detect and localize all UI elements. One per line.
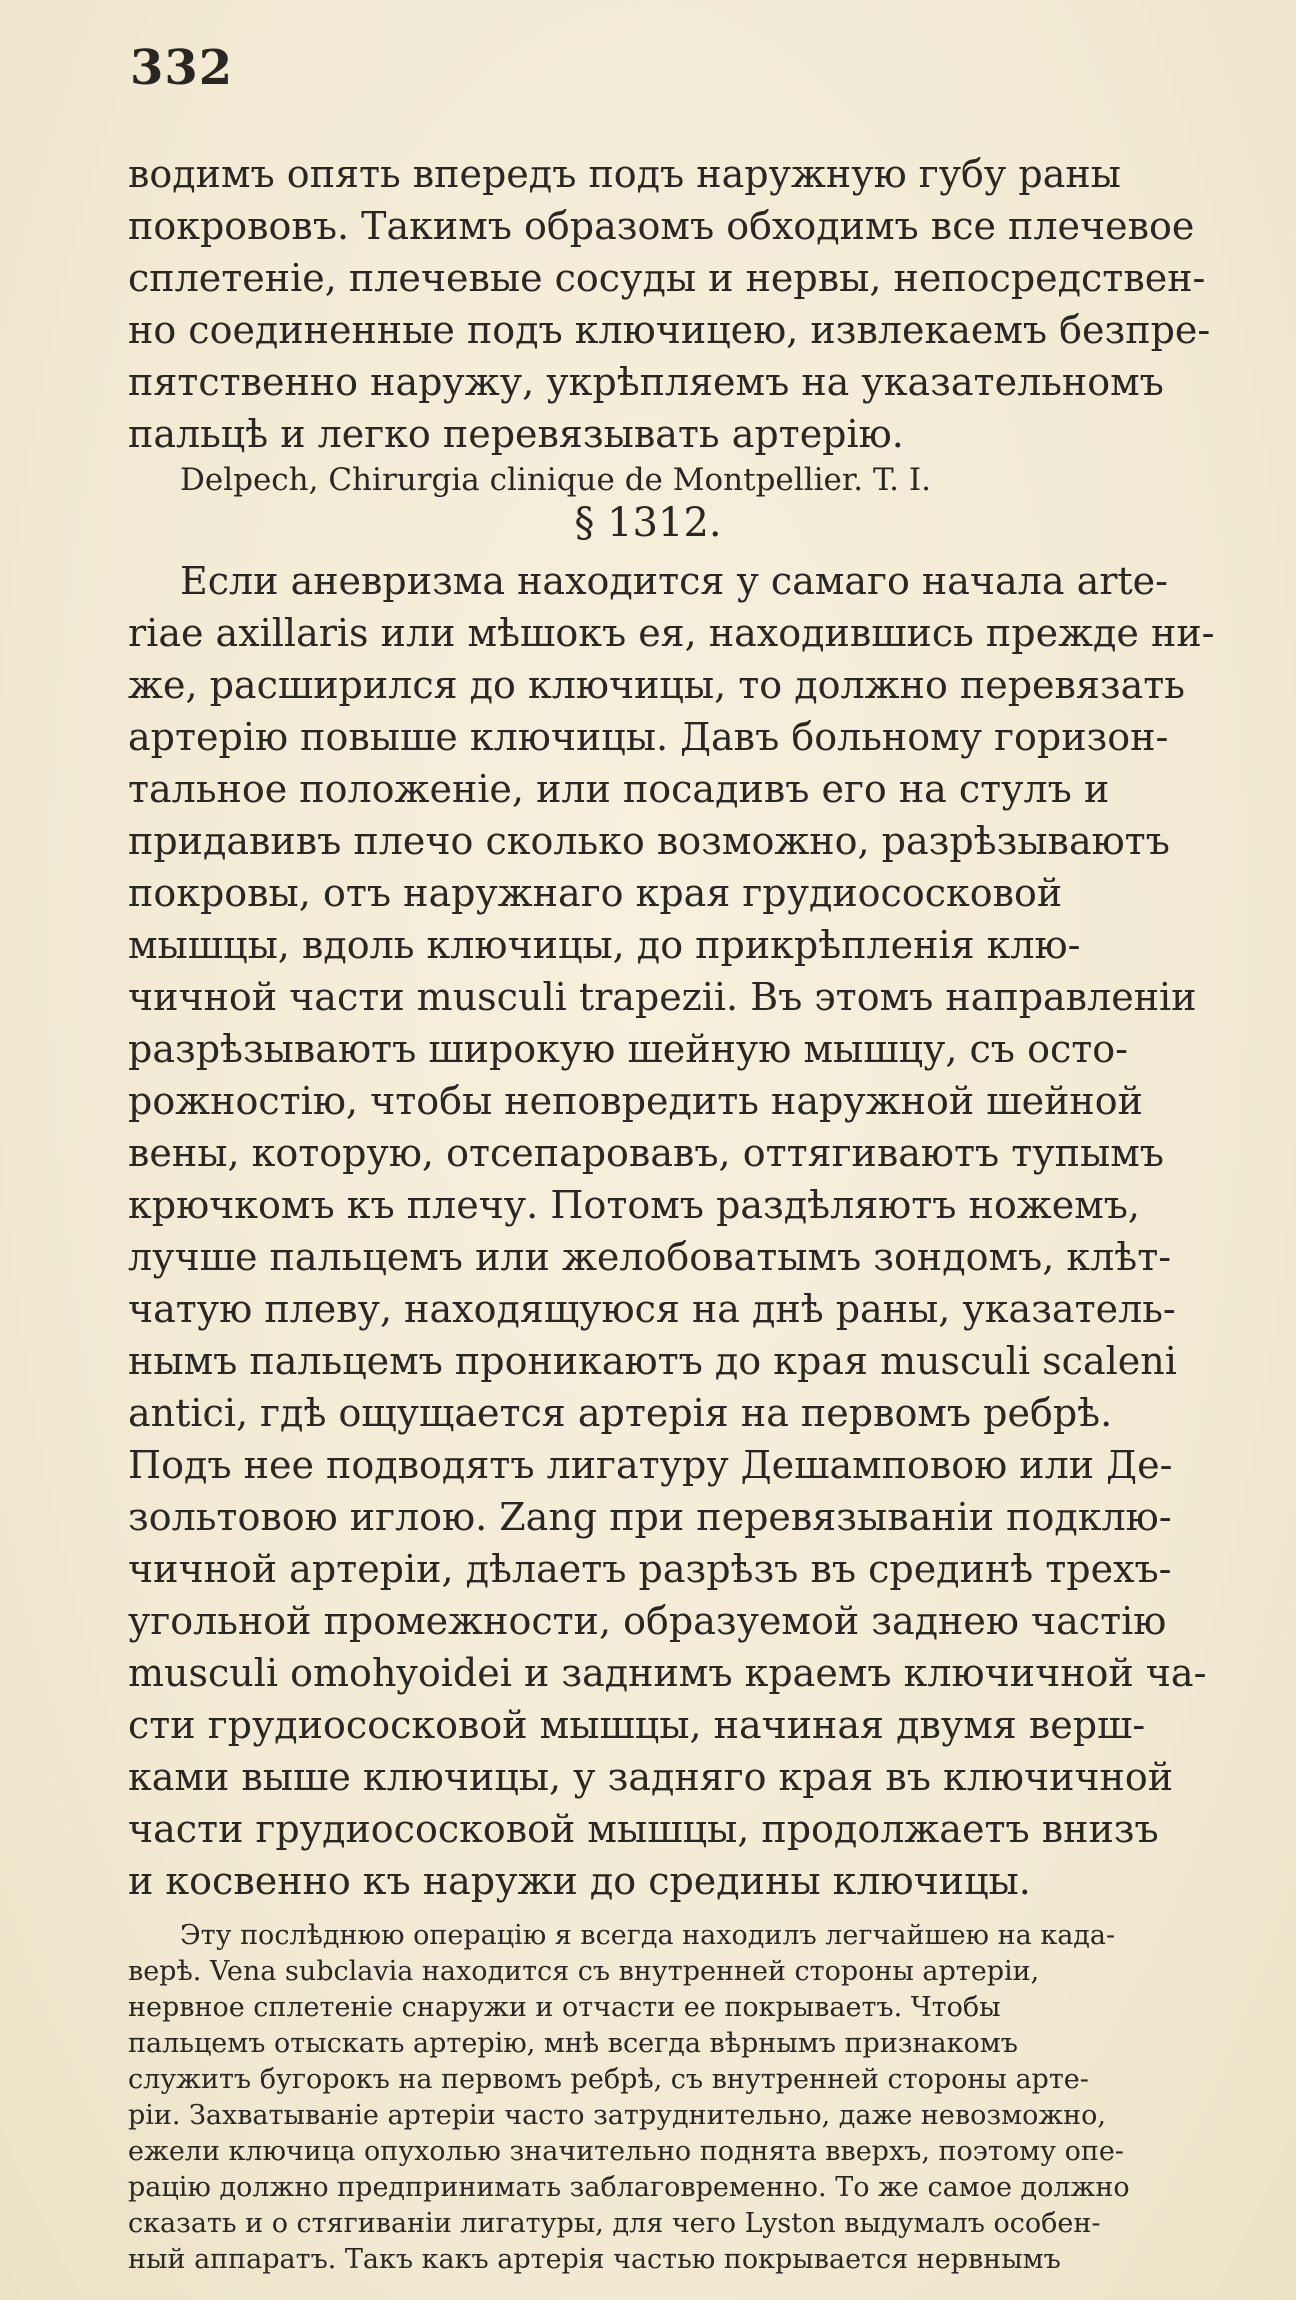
- text-line: придавивъ плечо сколько возможно, разрѣзываютъ: [128, 819, 1170, 863]
- footnote-line: рацію должно предпринимать заблаговременно. То же самое должно: [128, 2172, 1130, 2203]
- text-line: но соединенные подъ ключицею, извлекаемъ безпре-: [128, 308, 1211, 352]
- text-line: пальцѣ и легко перевязывать артерію.: [128, 412, 904, 456]
- text-line: крючкомъ къ плечу. Потомъ раздѣляютъ ножемъ,: [128, 1183, 1141, 1227]
- text-line: riae axillaris или мѣшокъ ея, находившись прежде ни-: [128, 611, 1215, 655]
- text-line: части грудиососковой мышцы, продолжаетъ внизъ: [128, 1807, 1159, 1851]
- text-line: сплетеніе, плечевые сосуды и нервы, непосредствен-: [128, 256, 1206, 300]
- citation-line: Delpech, Chirurgia clinique de Montpellier. T. I.: [180, 462, 931, 498]
- footnote-line: нервное сплетеніе снаружи и отчасти ее покрываетъ. Чтобы: [128, 1992, 1001, 2023]
- text-line: мышцы, вдоль ключицы, до прикрѣпленія клю-: [128, 923, 1081, 967]
- text-line: пятственно наружу, укрѣпляемъ на указательномъ: [128, 360, 1164, 404]
- text-line: водимъ опять впередъ подъ наружную губу раны: [128, 152, 1121, 196]
- text-line: угольной промежности, образуемой заднею частію: [128, 1599, 1167, 1643]
- text-line: вены, которую, отсепаровавъ, оттягиваютъ тупымъ: [128, 1131, 1164, 1175]
- text-line: тальное положеніе, или посадивъ его на стулъ и: [128, 767, 1110, 811]
- text-line: рожностію, чтобы неповредить наружной шейной: [128, 1079, 1143, 1123]
- text-line: чичной части musculi trapezii. Въ этомъ направленіи: [128, 975, 1197, 1019]
- footnote-line: пальцемъ отыскать артерію, мнѣ всегда вѣрнымъ признакомъ: [128, 2028, 1018, 2059]
- text-line: antici, гдѣ ощущается артерія на первомъ ребрѣ.: [128, 1391, 1113, 1435]
- text-line: Подъ нее подводятъ лигатуру Дешамповою или Де-: [128, 1443, 1173, 1487]
- section-heading: § 1312.: [574, 500, 722, 546]
- text-line: чатую плеву, находящуюся на днѣ раны, указатель-: [128, 1287, 1176, 1331]
- footnote-line: ежели ключица опухолью значительно поднята вверхъ, поэтому опе-: [128, 2136, 1124, 2167]
- text-line: артерію повыше ключицы. Давъ больному горизон-: [128, 715, 1169, 759]
- text-line: покровы, отъ наружнаго края грудиососковой: [128, 871, 1063, 915]
- footnote-line: служитъ бугорокъ на первомъ ребрѣ, съ внутренней стороны арте-: [128, 2064, 1089, 2095]
- text-line: разрѣзываютъ широкую шейную мышцу, съ осто-: [128, 1027, 1128, 1071]
- text-line: Если аневризма находится у самаго начала arte-: [180, 559, 1168, 603]
- text-line: чичной артеріи, дѣлаетъ разрѣзъ въ срединѣ трехъ-: [128, 1547, 1172, 1591]
- page-number: 332: [130, 40, 234, 96]
- text-line: musculi omohyoidei и заднимъ краемъ ключичной ча-: [128, 1651, 1207, 1695]
- text-line: зольтовою иглою. Zang при перевязываніи подклю-: [128, 1495, 1172, 1539]
- text-line: покрововъ. Такимъ образомъ обходимъ все плечевое: [128, 204, 1195, 248]
- footnote-line: верѣ. Vena subclavia находится съ внутренней стороны артеріи,: [128, 1956, 1040, 1987]
- text-line: нымъ пальцемъ проникаютъ до края musculi scaleni: [128, 1339, 1177, 1383]
- footnote-line: сказать и о стягиваніи лигатуры, для чего Lyston выдумалъ особен-: [128, 2208, 1101, 2239]
- text-line: же, расширился до ключицы, то должно перевязать: [128, 663, 1185, 707]
- text-line: ками выше ключицы, у задняго края въ ключичной: [128, 1755, 1174, 1799]
- footnote-line: ріи. Захватываніе артеріи часто затруднительно, даже невозможно,: [128, 2100, 1107, 2131]
- text-line: лучше пальцемъ или желобоватымъ зондомъ, клѣт-: [128, 1235, 1172, 1279]
- text-line: и косвенно къ наружи до средины ключицы.: [128, 1859, 1031, 1903]
- footnote-line: ный аппаратъ. Такъ какъ артерія частью покрывается нервнымъ: [128, 2244, 1061, 2275]
- text-line: сти грудиососковой мышцы, начиная двумя верш-: [128, 1703, 1146, 1747]
- footnote-line: Эту послѣднюю операцію я всегда находилъ легчайшею на када-: [180, 1920, 1116, 1951]
